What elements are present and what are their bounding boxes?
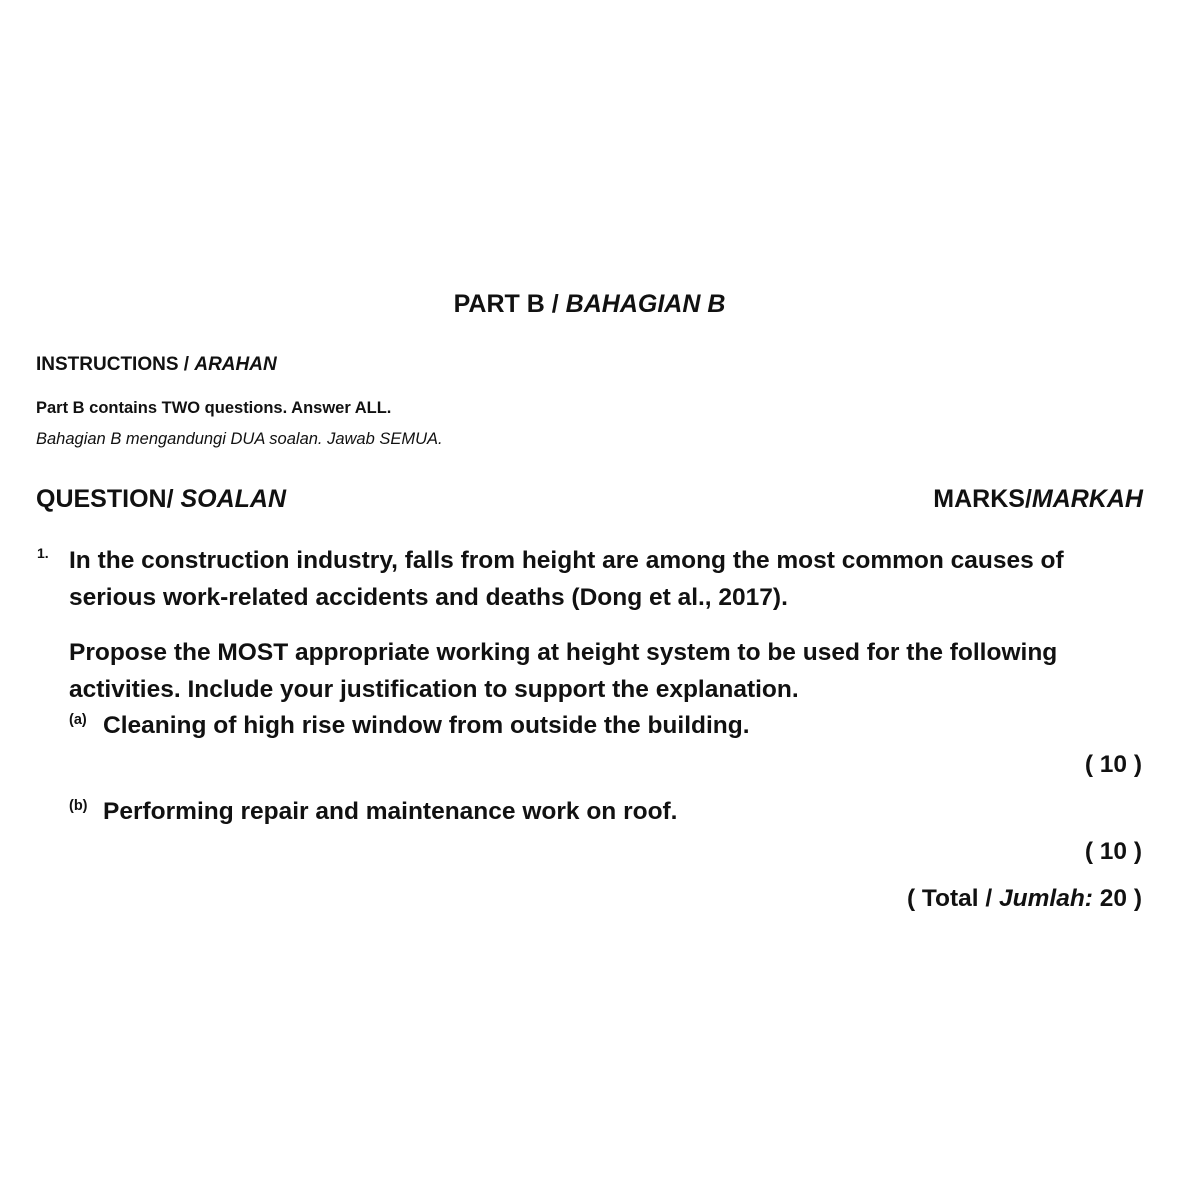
marks-header-main: MARKS/ <box>933 485 1032 513</box>
part-title-italic: BAHAGIAN B <box>565 290 726 318</box>
question-number: 1. <box>37 545 49 561</box>
instructions-english: Part B contains TWO questions. Answer ALL. <box>36 399 392 417</box>
part-title-main: PART B / <box>453 290 566 318</box>
part-a-label: (a) <box>69 712 87 728</box>
marks-header-italic: MARKAH <box>1031 485 1143 513</box>
part-a-marks: ( 10 ) <box>1084 751 1142 778</box>
part-b-marks: ( 10 ) <box>1084 838 1142 865</box>
question-column-header <box>36 485 286 514</box>
part-b-text: Performing repair and maintenance work on roof. <box>103 798 678 825</box>
total-marks <box>907 885 1142 913</box>
part-title <box>0 290 1179 319</box>
instructions-malay: Bahagian B mengandungi DUA soalan. Jawab SEMUA. <box>36 430 443 448</box>
instructions-heading <box>36 354 277 376</box>
total-italic: Jumlah: <box>999 885 1093 912</box>
marks-column-header <box>933 485 1143 514</box>
part-b-label: (b) <box>69 798 88 814</box>
question-intro: In the construction industry, falls from height are among the most common causes of serious work-related accidents and deaths (Dong et al., 2017). <box>69 547 1064 611</box>
instructions-heading-main: INSTRUCTIONS / <box>36 354 195 375</box>
total-prefix: ( Total / <box>906 885 1000 912</box>
question-header-italic: SOALAN <box>180 485 287 513</box>
question-header-main: QUESTION/ <box>36 485 181 513</box>
instructions-heading-italic: ARAHAN <box>194 354 277 375</box>
total-suffix: 20 ) <box>1092 885 1142 912</box>
question-task: Propose the MOST appropriate working at height system to be used for the following activities. Include your justification to support the explanation. <box>69 639 1058 703</box>
part-a-text: Cleaning of high rise window from outside the building. <box>103 712 750 739</box>
